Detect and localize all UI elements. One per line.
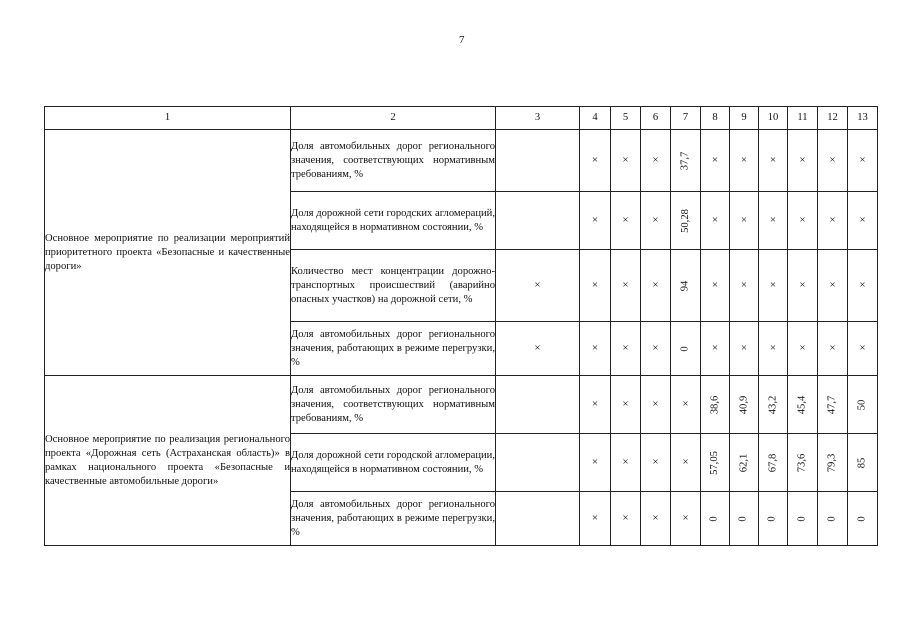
value-cell <box>641 192 671 250</box>
cross-mark: × <box>682 398 689 410</box>
column-header: 6 <box>641 107 671 130</box>
cross-mark: × <box>652 342 659 354</box>
cross-mark: × <box>711 342 719 354</box>
value-cell <box>759 250 788 322</box>
cross-mark: × <box>591 214 599 226</box>
indicator-cell: Количество мест концентрации дорожно-транспортных происшествий (аварийно опасных участков) на дорожной сети, % <box>291 250 496 322</box>
value-cell <box>788 322 818 376</box>
value-cell <box>580 250 611 322</box>
value-text: 50,28 <box>679 208 691 233</box>
column-header: 8 <box>701 107 730 130</box>
value-cell <box>671 322 701 376</box>
table-row <box>45 376 878 434</box>
value-cell <box>818 376 848 434</box>
cross-mark: × <box>711 154 719 166</box>
value-cell <box>580 322 611 376</box>
column-header: 9 <box>730 107 759 130</box>
event-cell: Основное мероприятие по реализации мероприятий приоритетного проекта «Безопасные и качественные дороги» <box>45 130 291 376</box>
cross-mark: × <box>591 154 599 166</box>
cross-mark: × <box>769 279 777 291</box>
value-cell <box>580 492 611 546</box>
indicator-cell: Доля автомобильных дорог регионального значения, работающих в режиме перегрузки, % <box>291 322 496 376</box>
value-cell <box>701 192 730 250</box>
cross-mark: × <box>859 342 866 354</box>
value-cell <box>730 192 759 250</box>
column-header: 13 <box>848 107 878 130</box>
value-cell <box>818 434 848 492</box>
indicators-table <box>44 106 878 546</box>
value-text: 40,9 <box>737 395 749 414</box>
cross-mark: × <box>829 279 836 291</box>
cross-mark: × <box>740 342 748 354</box>
value-cell <box>701 492 730 546</box>
cross-mark: × <box>591 398 599 410</box>
value-cell <box>580 192 611 250</box>
table-row <box>45 130 878 192</box>
value-text: 94 <box>679 280 691 291</box>
value-cell <box>496 322 580 376</box>
cross-mark: × <box>859 154 866 166</box>
value-cell <box>671 192 701 250</box>
cross-mark: × <box>769 342 777 354</box>
value-cell <box>671 376 701 434</box>
column-header: 7 <box>671 107 701 130</box>
value-text: 79,3 <box>826 453 838 472</box>
value-cell <box>759 192 788 250</box>
cross-mark: × <box>859 279 866 291</box>
value-text: 37,7 <box>679 151 691 170</box>
value-cell <box>848 250 878 322</box>
value-text: 0 <box>856 515 868 522</box>
value-cell <box>788 192 818 250</box>
value-cell <box>496 492 580 546</box>
value-cell <box>759 130 788 192</box>
value-cell <box>818 492 848 546</box>
cross-mark: × <box>534 342 541 354</box>
cross-mark: × <box>711 214 719 226</box>
value-text: 47,7 <box>826 395 838 414</box>
column-header: 10 <box>759 107 788 130</box>
value-cell <box>611 192 641 250</box>
value-cell <box>701 130 730 192</box>
event-cell: Основное мероприятие по реализация регионального проекта «Дорожная сеть (Астраханская область)» в рамках национального проекта «Безопасные и качественные автомобильные дороги» <box>45 376 291 546</box>
value-text: 73,6 <box>796 453 808 472</box>
value-cell <box>496 130 580 192</box>
value-text: 50 <box>856 399 868 410</box>
value-cell <box>641 492 671 546</box>
value-cell <box>671 434 701 492</box>
value-cell <box>641 322 671 376</box>
cross-mark: × <box>829 214 836 226</box>
value-cell <box>818 322 848 376</box>
value-text: 0 <box>737 515 749 522</box>
value-cell <box>580 376 611 434</box>
value-text: 62,1 <box>737 453 749 472</box>
value-cell <box>611 130 641 192</box>
value-cell <box>759 322 788 376</box>
value-cell <box>730 322 759 376</box>
cross-mark: × <box>622 154 629 166</box>
cross-mark: × <box>711 279 719 291</box>
value-cell <box>580 130 611 192</box>
value-cell <box>788 130 818 192</box>
cross-mark: × <box>859 214 866 226</box>
cross-mark: × <box>622 214 629 226</box>
cross-mark: × <box>769 214 777 226</box>
value-cell <box>848 376 878 434</box>
value-cell <box>730 130 759 192</box>
value-cell <box>496 250 580 322</box>
value-cell <box>730 376 759 434</box>
cross-mark: × <box>682 456 689 468</box>
value-cell <box>730 250 759 322</box>
cross-mark: × <box>622 512 629 524</box>
value-cell <box>818 192 848 250</box>
value-cell <box>788 250 818 322</box>
value-cell <box>496 192 580 250</box>
cross-mark: × <box>652 456 659 468</box>
value-text: 45,4 <box>796 395 808 414</box>
value-cell <box>611 376 641 434</box>
value-cell <box>848 130 878 192</box>
cross-mark: × <box>799 154 806 166</box>
indicator-cell: Доля автомобильных дорог регионального значения, работающих в режиме перегрузки, % <box>291 492 496 546</box>
value-cell <box>611 492 641 546</box>
value-text: 43,2 <box>766 395 778 414</box>
cross-mark: × <box>829 342 836 354</box>
value-cell <box>818 250 848 322</box>
value-cell <box>580 434 611 492</box>
value-text: 0 <box>679 345 691 352</box>
cross-mark: × <box>622 456 629 468</box>
cross-mark: × <box>622 279 629 291</box>
value-cell <box>641 250 671 322</box>
value-text: 67,8 <box>766 453 778 472</box>
cross-mark: × <box>652 398 659 410</box>
cross-mark: × <box>769 154 777 166</box>
column-header: 5 <box>611 107 641 130</box>
value-cell <box>759 492 788 546</box>
indicator-cell: Доля дорожной сети городской агломерации, находящейся в нормативном состоянии, % <box>291 434 496 492</box>
cross-mark: × <box>799 279 806 291</box>
value-cell <box>848 322 878 376</box>
cross-mark: × <box>740 154 748 166</box>
value-cell <box>701 250 730 322</box>
column-header: 4 <box>580 107 611 130</box>
cross-mark: × <box>591 342 599 354</box>
indicator-cell: Доля автомобильных дорог регионального значения, соответствующих нормативным требованиям, % <box>291 376 496 434</box>
value-text: 38,6 <box>708 395 720 414</box>
cross-mark: × <box>799 342 806 354</box>
value-text: 0 <box>708 515 720 522</box>
cross-mark: × <box>652 279 659 291</box>
value-cell <box>671 492 701 546</box>
value-text: 57,05 <box>709 450 720 475</box>
value-cell <box>641 130 671 192</box>
value-text: 0 <box>766 515 778 522</box>
cross-mark: × <box>622 398 629 410</box>
value-cell <box>848 192 878 250</box>
header-row <box>45 107 878 130</box>
value-cell <box>701 376 730 434</box>
column-header: 12 <box>818 107 848 130</box>
value-cell <box>848 434 878 492</box>
cross-mark: × <box>591 512 599 524</box>
cross-mark: × <box>740 214 748 226</box>
indicator-cell: Доля автомобильных дорог регионального значения, соответствующих нормативным требованиям, % <box>291 130 496 192</box>
cross-mark: × <box>682 512 689 524</box>
value-cell <box>671 250 701 322</box>
value-cell <box>611 434 641 492</box>
cross-mark: × <box>652 512 659 524</box>
column-header: 11 <box>788 107 818 130</box>
column-header: 2 <box>291 107 496 130</box>
cross-mark: × <box>534 279 541 291</box>
value-cell <box>701 434 730 492</box>
value-cell <box>701 322 730 376</box>
cross-mark: × <box>591 279 599 291</box>
value-text: 0 <box>796 515 808 522</box>
column-header: 1 <box>45 107 291 130</box>
value-cell <box>671 130 701 192</box>
value-cell <box>848 492 878 546</box>
value-cell <box>730 434 759 492</box>
indicator-cell: Доля дорожной сети городских агломераций, находящейся в нормативном состоянии, % <box>291 192 496 250</box>
cross-mark: × <box>652 154 659 166</box>
value-cell <box>759 434 788 492</box>
value-cell <box>818 130 848 192</box>
value-cell <box>496 376 580 434</box>
value-cell <box>641 376 671 434</box>
cross-mark: × <box>652 214 659 226</box>
value-text: 85 <box>856 457 868 468</box>
column-header: 3 <box>496 107 580 130</box>
page-number: 7 <box>459 34 465 46</box>
cross-mark: × <box>591 456 599 468</box>
value-cell <box>788 492 818 546</box>
value-cell <box>788 376 818 434</box>
value-cell <box>611 322 641 376</box>
value-cell <box>641 434 671 492</box>
cross-mark: × <box>799 214 806 226</box>
value-cell <box>730 492 759 546</box>
cross-mark: × <box>622 342 629 354</box>
value-cell <box>788 434 818 492</box>
cross-mark: × <box>740 279 748 291</box>
value-text: 0 <box>826 515 838 522</box>
value-cell <box>759 376 788 434</box>
cross-mark: × <box>829 154 836 166</box>
value-cell <box>611 250 641 322</box>
value-cell <box>496 434 580 492</box>
